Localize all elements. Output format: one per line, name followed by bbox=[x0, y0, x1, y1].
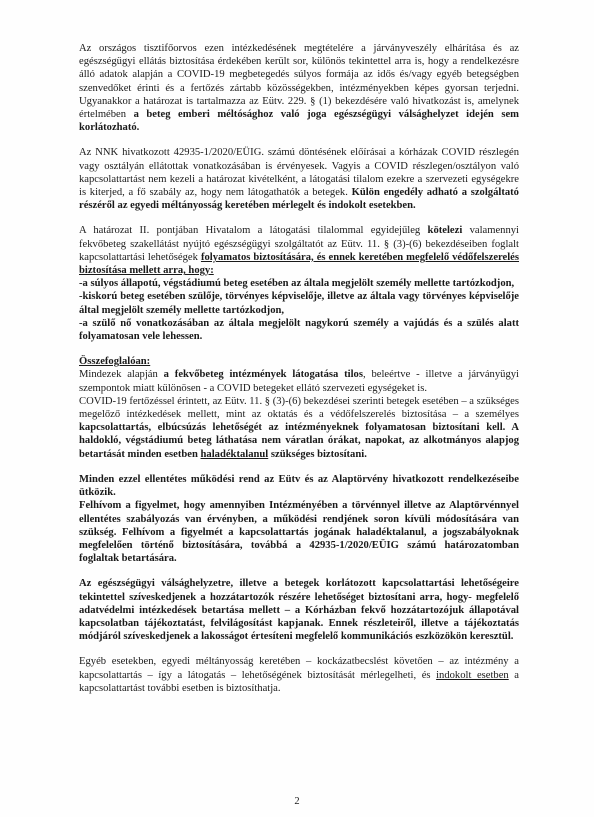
text: Az országos tisztifőorvos ezen intézkedésének megtételére a járványveszély elhárítása és az egészségügyi ellátás biztosítása érdekében került sor, különös tekintettel arra is, hogy a rendelkezésre álló adatok alapján a COVID-19 megbetegedés súlyos formája az idős és/vagy egyéb betegségben szenvedőket érinti és a fertőzés zártabb közösségekben, intézményekben képes gyorsan terjedni. Ugyanakkor a határozat is tartalmazza az Eütv. 229. § (1) bekezdésére való hivatkozást is, amelynek értelmében bbox=[79, 43, 519, 121]
bold-text: Felhívom a figyelmet, hogy amennyiben Intézményében a törvénnyel illetve az Alaptörvénnyel ellentétes szabályozás van érvényben, a működési rendjének soron kívüli módosítására van szükség. Felhívom a figyelmét a kapcsolattartás jogának haladéktalanul, a jogszabályoknak megfelelően történő biztosítására, továbbá a 42935-1/2020/EÜIG számú határozatomban foglaltak betartására. bbox=[79, 500, 519, 565]
bold-underlined-text: haladéktalanul bbox=[200, 448, 269, 460]
list-item: -kiskorú beteg esetében szülője, törvényes képviselője, illetve az általa vagy törvényes képviselője által megjelölt személy mellette tartózkodjon, bbox=[79, 291, 519, 316]
summary-section bbox=[79, 355, 519, 461]
text: Az NNK hivatkozott 42935-1/2020/EÜIG. számú döntésének előírásai a kórházak COVID részlegén vagy osztályán ellátottak vonatkozásában is érvényesek. Vagyis a COVID részlegen/osztályon való kapcsolattartást nem kezeli a határozat kivételként, a látogatási tilalom ezekre a szervezeti egységekre is kiterjed, a fő szabály az, hogy nem látogathatók a betegek. bbox=[79, 147, 519, 199]
underlined-text: indokolt esetben bbox=[436, 669, 509, 681]
paragraph-5 bbox=[79, 473, 519, 565]
paragraph-7 bbox=[79, 655, 519, 695]
text: valamennyi fekvőbeteg szakellátást nyújtó egészségügyi szolgáltatót az Eütv. 11. § (3)-(6) bekezdéseiben foglalt kapcsolattartási lehetőségek bbox=[79, 225, 520, 263]
text: a kapcsolattartást további esetben is biztosíthatja. bbox=[79, 669, 519, 694]
bold-underlined-text: folyamatos biztosítására, és ennek keretében megfelelő védőfelszerelés biztosítása mellett arra, hogy: bbox=[79, 251, 520, 277]
summary-heading: Összefoglalóan: bbox=[79, 356, 151, 368]
paragraph-1 bbox=[79, 42, 519, 134]
paragraph-3 bbox=[79, 224, 519, 343]
paragraph-6 bbox=[79, 577, 519, 643]
bold-text: a beteg emberi méltósághoz való joga egészségügyi válsághelyzet idején sem korlátozható. bbox=[79, 109, 519, 134]
bold-text: kapcsolattartás, elbúcsúzás lehetőségét az intézményeknek folyamatosan biztosítani kell. A haldokló, végstádiumú beteg láthatása nem váratlan órákat, napokat, az alkotmányos alapjog betartását minden esetben bbox=[79, 422, 519, 460]
bold-text: szükséges biztosítani. bbox=[268, 448, 367, 460]
bold-text: Az egészségügyi válsághelyzetre, illetve a betegek korlátozott kapcsolattartási lehetőségeire tekintettel szíveskedjenek a hozzátartozók részére lehetőséget biztosítani arra, hogy- megfelelő adatvédelmi intézkedések betartása mellett – a Kórházban fekvő hozzátartozójuk állapotával kapcsolatban tájékoztatást, felvilágosítást kapjanak. Ennek részleteiről, illetve a tájékoztatás módjáról szíveskedjenek a lakosságot értesíteni megfelelő kommunikációs eszközökön keresztül. bbox=[79, 578, 519, 643]
text: Egyéb esetekben, egyedi méltányosság keretében – kockázatbecslést követően – az intézmény a kapcsolattartás – így a látogatás – lehetőségének biztosítását mérlegelheti, és bbox=[79, 656, 519, 681]
page-number: 2 bbox=[294, 796, 300, 807]
bold-text: a fekvőbeteg intézmények látogatása tilos bbox=[163, 369, 363, 381]
bold-text: kötelezi bbox=[427, 225, 463, 237]
text: Mindezek alapján bbox=[79, 369, 164, 381]
document-body bbox=[79, 42, 519, 707]
text: A határozat II. pontjában Hivatalom a látogatási tilalommal egyidejűleg bbox=[79, 225, 428, 237]
bold-text: Külön engedély adható a szolgáltató részéről az egyedi méltányosság keretében mérlegelt és indokolt esetekben. bbox=[79, 187, 519, 212]
list-item: -a szülő nő vonatkozásában az általa megjelölt nagykorú személy a vajúdás és a szülés alatt folyamatosan vele lehessen. bbox=[79, 317, 519, 343]
paragraph-2 bbox=[79, 146, 519, 212]
text: COVID-19 fertőzéssel érintett, az Eütv. 11. § (3)-(6) bekezdései szerinti betegek esetében – a szükséges megelőző intézkedések mellett, mint az oktatás és a védőfelszerelés biztosítása – a személyes bbox=[79, 395, 519, 421]
bold-text: Minden ezzel ellentétes működési rend az Eütv és az Alaptörvény hivatkozott rendelkezéseibe ütközik. bbox=[79, 473, 519, 499]
list-item: -a súlyos állapotú, végstádiumú beteg esetében az általa megjelölt személy mellette tartózkodjon, bbox=[79, 278, 515, 290]
text: , beleértve - illetve a járványügyi szempontok miatt különösen - a COVID betegeket ellátó szervezeti egységeket is. bbox=[79, 369, 519, 394]
